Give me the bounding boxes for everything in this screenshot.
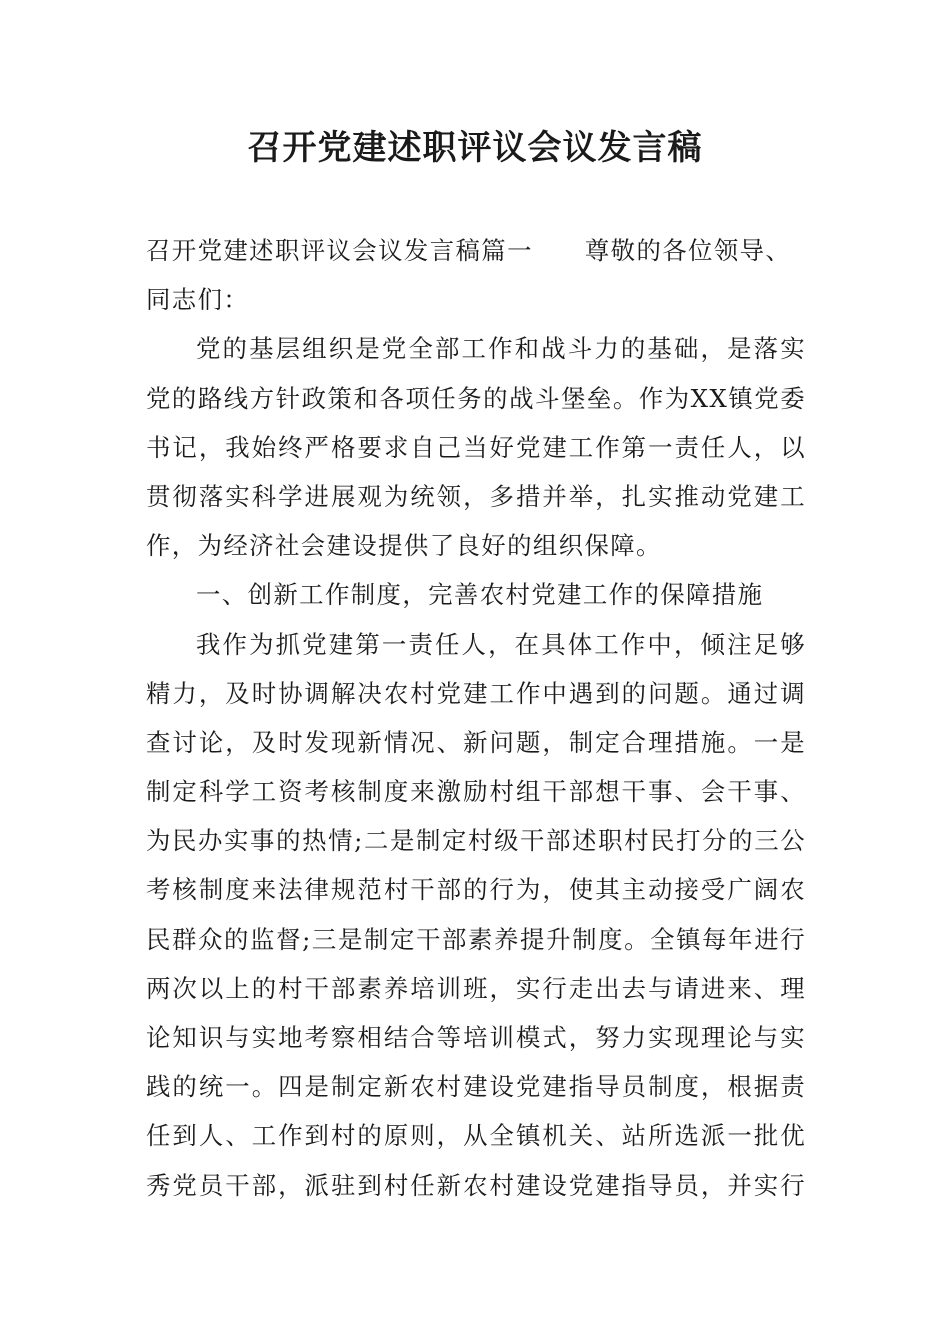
text-line: 考核制度来法律规范村干部的行为，使其主动接受广阔农 xyxy=(146,875,806,905)
text-line: 两次以上的村干部素养培训班，实行走出去与请进来、理 xyxy=(146,973,806,1003)
paragraph-first-line: 党的基层组织是党全部工作和战斗力的基础，是落实 xyxy=(196,334,806,364)
document-title: 召开党建述职评议会议发言稿 xyxy=(247,128,703,168)
text-line: 民群众的监督;三是制定干部素养提升制度。全镇每年进行 xyxy=(146,924,806,954)
text-line: 书记，我始终严格要求自己当好党建工作第一责任人，以 xyxy=(146,432,806,462)
paragraph-first-line: 我作为抓党建第一责任人，在具体工作中，倾注足够 xyxy=(196,629,806,659)
heading-line xyxy=(146,226,806,275)
section-heading: 一、创新工作制度，完善农村党建工作的保障措施 xyxy=(196,580,764,610)
heading-line-left: 召开党建述职评议会议发言稿篇一 xyxy=(146,236,533,265)
text-line: 践的统一。四是制定新农村建设党建指导员制度，根据责 xyxy=(146,1072,806,1102)
text-line: 制定科学工资考核制度来激励村组干部想干事、会干事、 xyxy=(146,777,806,807)
text-line: 为民办实事的热情;二是制定村级干部述职村民打分的三公 xyxy=(146,826,806,856)
text-line: 同志们： xyxy=(146,285,250,315)
text-line: 论知识与实地考察相结合等培训模式，努力实现理论与实 xyxy=(146,1023,806,1052)
heading-line-right: 尊敬的各位领导、 xyxy=(584,236,792,265)
text-line: 任到人、工作到村的原则，从全镇机关、站所选派一批优 xyxy=(146,1121,806,1151)
text-line: 查讨论，及时发现新情况、新问题，制定合理措施。一是 xyxy=(146,727,806,757)
text-line: 党的路线方针政策和各项任务的战斗堡垒。作为XX镇党委 xyxy=(146,383,806,413)
text-line: 精力，及时协调解决农村党建工作中遇到的问题。通过调 xyxy=(146,678,806,708)
text-line: 贯彻落实科学进展观为统领，多措并举，扎实推动党建工 xyxy=(146,481,806,511)
document-body xyxy=(146,226,806,1210)
text-line: 秀党员干部，派驻到村任新农村建设党建指导员，并实行 xyxy=(146,1170,806,1200)
text-line: 作，为经济社会建设提供了良好的组织保障。 xyxy=(146,531,662,561)
